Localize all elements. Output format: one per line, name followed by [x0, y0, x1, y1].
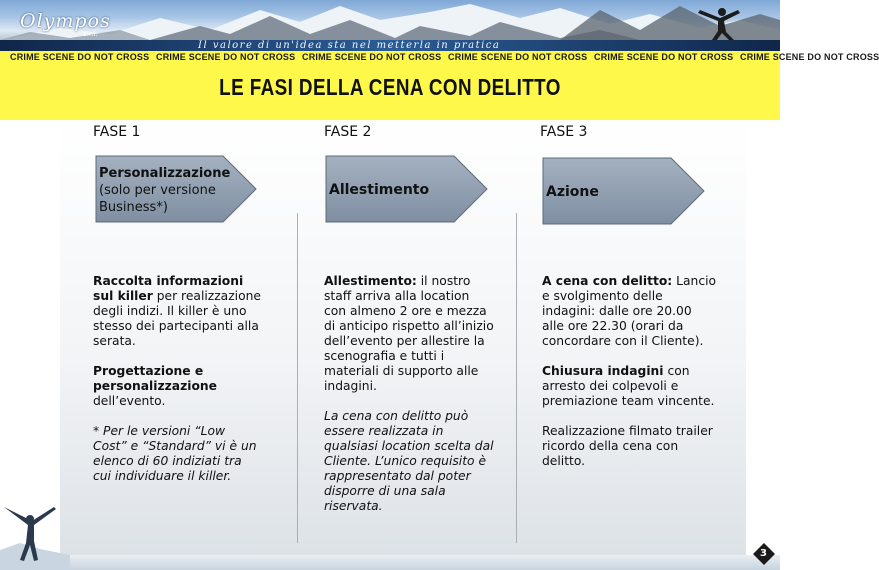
- phase-2-description: [324, 274, 494, 529]
- phase-2-label: FASE 2: [324, 124, 372, 140]
- phase-2-arrow-title: Allestimento: [329, 182, 430, 198]
- phase-3-p2-bold: Chiusura indagini: [542, 364, 664, 378]
- phase-1-paragraph-2: [93, 364, 261, 409]
- tape-segment: CRIME SCENE DO NOT CROSS: [10, 52, 150, 62]
- tape-segment: CRIME SCENE DO NOT CROSS: [448, 52, 588, 62]
- phase-1-paragraph-1: [93, 274, 261, 349]
- phase-2-p1-bold: Allestimento:: [324, 274, 417, 288]
- phase-1-p1-text: per realizzazione degli indizi. Il killer è uno stesso dei partecipanti alla serata.: [93, 289, 261, 348]
- phase-1-p2-text: dell’evento.: [93, 394, 166, 408]
- phase-3-p1-text: Lancio e svolgimento delle indagini: dalle ore 20.00 alle ore 22.30 (orari da concordare con il Cliente).: [542, 274, 717, 348]
- phase-1-note: [93, 424, 261, 484]
- brand-logo: Olympos: [20, 10, 111, 32]
- page-title: LE FASI DELLA CENA CON DELITTO: [219, 74, 561, 100]
- tape-segment: CRIME SCENE DO NOT CROSS: [740, 52, 879, 62]
- phase-3-paragraph-3: [542, 424, 717, 469]
- column-divider: [516, 213, 517, 543]
- motto-text: Il valore di un'idea sta nel metterla in pratica: [198, 40, 501, 51]
- phase-3-paragraph-2: [542, 364, 717, 409]
- phase-1-description: [93, 274, 261, 499]
- phase-2-note: [324, 409, 494, 514]
- phase-1-arrow-title: Personalizzazione: [99, 166, 231, 181]
- tape-segment: CRIME SCENE DO NOT CROSS: [156, 52, 296, 62]
- skier-silhouette-icon: [0, 505, 70, 570]
- phase-1-label: FASE 1: [93, 124, 141, 140]
- phase-3-p1-bold: A cena con delitto:: [542, 274, 673, 288]
- page-number: 3: [760, 548, 767, 559]
- tape-segment: CRIME SCENE DO NOT CROSS: [302, 52, 442, 62]
- phase-3-p2-text: con arresto dei colpevoli e premiazione team vincente.: [542, 364, 715, 408]
- tape-segment: CRIME SCENE DO NOT CROSS: [594, 52, 734, 62]
- phase-3-p3-text: Realizzazione filmato trailer ricordo della cena con delitto.: [542, 424, 713, 468]
- phase-3-label: FASE 3: [540, 124, 588, 140]
- phase-1-arrow-sub: (solo per versione Business*): [99, 183, 216, 215]
- phase-2-paragraph-1: [324, 274, 494, 394]
- phase-1-arrow: [95, 155, 258, 223]
- crime-scene-tape: [0, 51, 879, 64]
- footer-strip: [0, 555, 780, 570]
- phase-3-arrow-title: Azione: [546, 184, 599, 200]
- phase-2-arrow: [325, 155, 489, 223]
- phase-2-p1-text: il nostro staff arriva alla location con almeno 2 ore e mezza di anticipo rispetto all’inizio dell’evento per allestire la scenografia e tutti i materiali di supporto alle indagini.: [324, 274, 494, 393]
- climber-silhouette-icon: [690, 6, 760, 42]
- phase-1-note-text: * Per le versioni “Low Cost” e “Standard” vi è un elenco di 60 indiziati tra cui individuare il killer.: [93, 424, 257, 483]
- brand-logo-sub: s.r.l.: [83, 30, 98, 38]
- phase-1-p2-bold: Progettazione e personalizzazione: [93, 364, 217, 393]
- phase-3-paragraph-1: [542, 274, 717, 349]
- phase-1-p1-bold: Raccolta informazioni sul killer: [93, 274, 244, 303]
- column-divider: [297, 213, 298, 543]
- phase-2-note-text: La cena con delitto può essere realizzata in qualsiasi location scelta dal Cliente. L’unico requisito è rappresentato dal poter disporre di una sala riservata.: [324, 409, 494, 513]
- phase-3-arrow: [542, 157, 706, 225]
- phase-3-description: [542, 274, 717, 484]
